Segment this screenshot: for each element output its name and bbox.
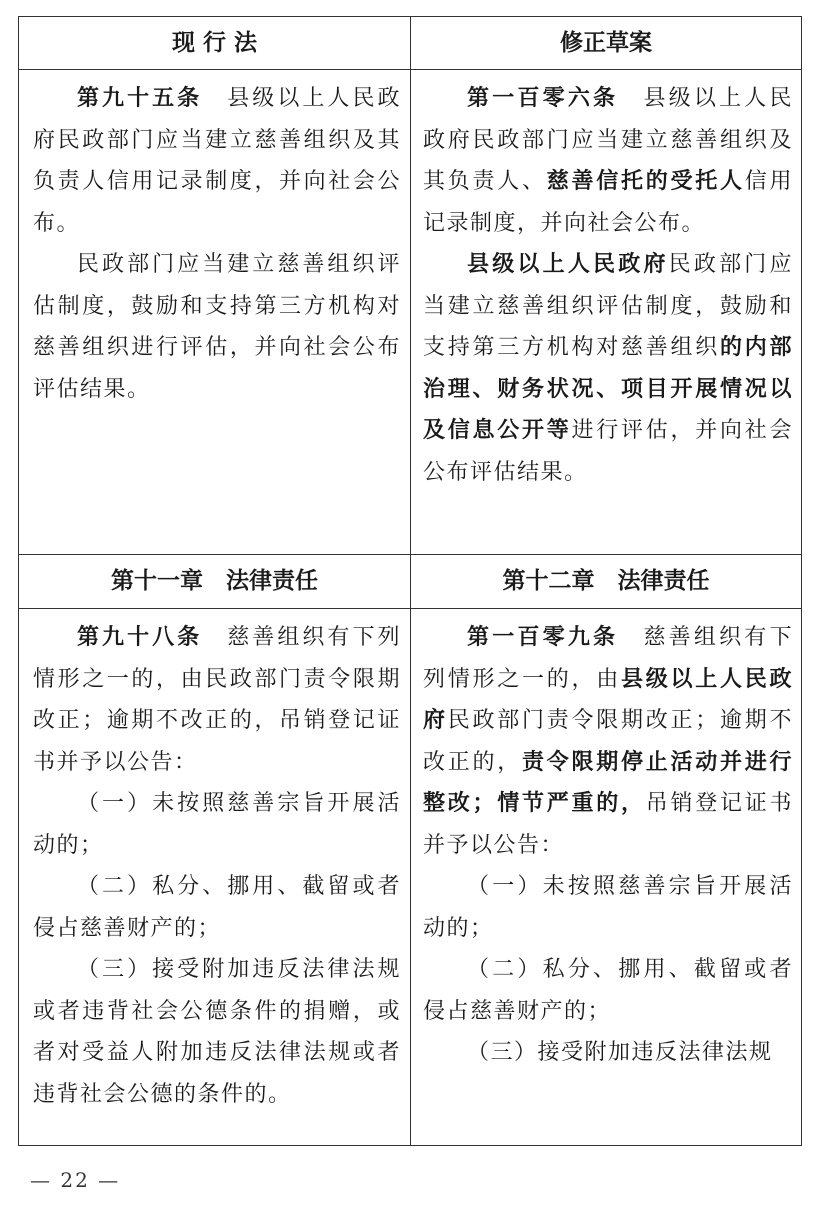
article-109-amendment-2: 责令限期停止活动并进行整改；情节严重的， bbox=[423, 749, 793, 816]
article-106-amendment-2: 县级以上人民政府 bbox=[467, 252, 669, 277]
article-109-item-2: （二）私分、挪用、截留或者侵占慈善财产的； bbox=[423, 957, 793, 1024]
article-109-item-3: （三）接受附加违反法律法规 bbox=[467, 1040, 773, 1065]
current-article-98 bbox=[33, 617, 401, 1115]
article-109-title: 第一百零九条 bbox=[467, 625, 619, 650]
article-106-text-a: 县级以上人民政府民政部门应当建立慈善组织及其负责人、 bbox=[423, 86, 793, 194]
article-106-paragraph-1 bbox=[423, 78, 793, 244]
article-98-paragraph-1 bbox=[33, 617, 401, 783]
draft-article-106 bbox=[423, 78, 793, 493]
page-number: — 22 — bbox=[30, 1168, 121, 1192]
draft-article-109 bbox=[423, 617, 793, 1074]
article-98-text: 慈善组织有下列情形之一的，由民政部门责令限期改正；逾期不改正的，吊销登记证书并予以公告： bbox=[33, 625, 401, 775]
article-109-item-1: （一）未按照慈善宗旨开展活动的； bbox=[423, 874, 793, 941]
article-106-title: 第一百零六条 bbox=[467, 86, 619, 111]
article-106-text-b2: 民政部门应当建立慈善组织评估制度，鼓励和支持第三方机构对慈善组织 bbox=[423, 252, 793, 360]
article-109-text-c: 民政部门责令限期改正；逾期不改正的， bbox=[423, 708, 793, 775]
article-109-amendment-1: 县级以上人民政府 bbox=[423, 666, 793, 733]
header-draft: 修正草案 bbox=[560, 30, 652, 56]
article-106-text-d2: 进行评估，并向社会公布评估结果。 bbox=[423, 418, 793, 485]
comparison-table bbox=[18, 16, 802, 1146]
header-current-law: 现 行 法 bbox=[171, 30, 257, 56]
article-98-item-2: （二）私分、挪用、截留或者侵占慈善财产的； bbox=[33, 874, 401, 941]
header-divider bbox=[19, 69, 801, 70]
article-95-paragraph-1 bbox=[33, 78, 401, 244]
article-106-paragraph-2 bbox=[423, 244, 793, 493]
article-95-title: 第九十五条 bbox=[77, 86, 203, 111]
article-109-text-e: 吊销登记证书并予以公告： bbox=[423, 791, 793, 858]
article-106-amendment-1: 慈善信托的受托人 bbox=[546, 169, 745, 194]
article-98-title: 第九十八条 bbox=[77, 625, 203, 650]
article-95-text: 县级以上人民政府民政部门应当建立慈善组织及其负责人信用记录制度，并向社会公布。 bbox=[33, 86, 401, 236]
chapter-draft: 第十二章 法律责任 bbox=[502, 568, 710, 594]
chapter-divider bbox=[19, 608, 801, 609]
article-109-text-a: 慈善组织有下列情形之一的，由 bbox=[423, 625, 793, 692]
article-98-item-3: （三）接受附加违反法律法规或者违背社会公德条件的捐赠，或者对受益人附加违反法律法规或者违背社会公德的条件的。 bbox=[33, 957, 401, 1107]
chapter-current: 第十一章 法律责任 bbox=[111, 568, 318, 594]
article-106-text-c: 信用记录制度，并向社会公布。 bbox=[423, 169, 793, 236]
article-98-item-1: （一）未按照慈善宗旨开展活动的； bbox=[33, 791, 401, 858]
current-article-95 bbox=[33, 78, 401, 410]
article-106-amendment-3: 的内部治理、财务状况、项目开展情况以及信息公开等 bbox=[423, 335, 793, 443]
article-109-paragraph-1 bbox=[423, 617, 793, 866]
article-95-paragraph-2: 民政部门应当建立慈善组织评估制度，鼓励和支持第三方机构对慈善组织进行评估，并向社会公布评估结果。 bbox=[33, 252, 401, 402]
